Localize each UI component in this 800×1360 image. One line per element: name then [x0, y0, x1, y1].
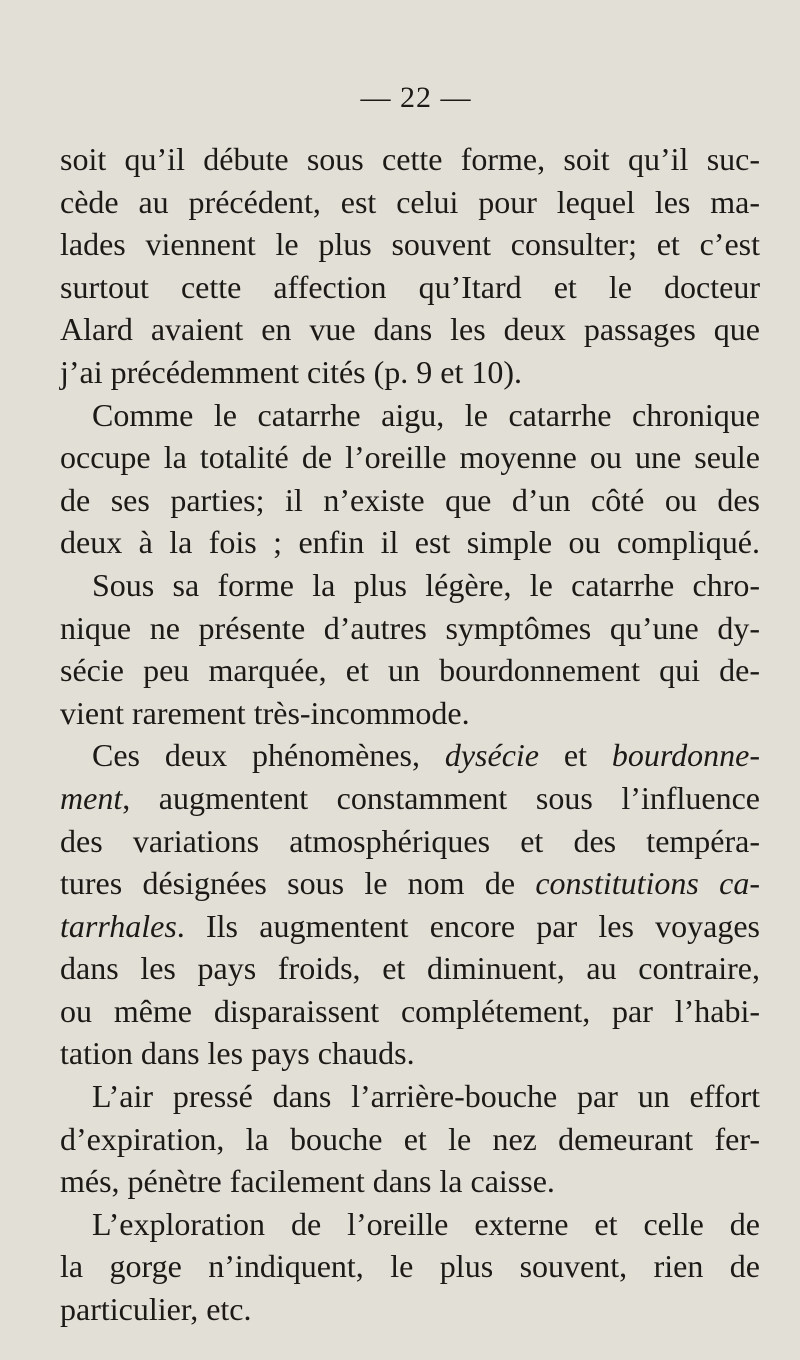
text-line — [60, 990, 760, 1033]
text-segment: . Ils augmentent encore par les voyages — [176, 907, 760, 944]
text-line — [60, 351, 760, 394]
text-segment: j’ai précédemment cités (p. 9 et 10). — [60, 353, 523, 390]
italic-term: constitutions ca- — [535, 865, 761, 902]
text-line — [60, 436, 760, 479]
text-segment: particulier, etc. — [60, 1291, 252, 1328]
italic-term: bourdonne- — [611, 737, 761, 774]
text-segment: sécie peu marquée, et un bourdonnement qui de- — [60, 652, 760, 689]
text-segment: d’expiration, la bouche et le nez demeurant fer- — [60, 1120, 760, 1157]
text-line — [60, 1118, 760, 1161]
text-segment: L’exploration de l’oreille externe et celle de — [92, 1205, 760, 1242]
text-line — [60, 479, 760, 522]
text-line — [60, 905, 760, 948]
text-line — [60, 1203, 760, 1246]
page-number: — 22 — — [360, 81, 472, 114]
text-line — [60, 394, 760, 437]
italic-term: dysécie — [444, 737, 539, 774]
text-line — [60, 564, 760, 607]
text-segment: L’air pressé dans l’arrière-bouche par un effort — [92, 1078, 760, 1115]
text-line — [60, 862, 760, 905]
text-line — [60, 1032, 760, 1075]
text-line — [60, 649, 760, 692]
text-line — [60, 521, 760, 564]
text-segment: deux à la fois ; enfin il est simple ou compliqué. — [60, 524, 760, 561]
italic-term: ment — [60, 779, 123, 816]
text-line — [60, 692, 760, 735]
text-segment: lades viennent le plus souvent consulter; et c’est — [60, 226, 760, 263]
text-line — [60, 181, 760, 224]
text-segment: , augmentent constamment sous l’influence — [122, 779, 760, 816]
text-line — [60, 947, 760, 990]
text-segment: Ces deux phénomènes, — [92, 737, 445, 774]
text-segment: ou même disparaissent complétement, par l’habi- — [60, 992, 760, 1029]
text-line — [60, 138, 760, 181]
text-segment: et — [539, 737, 612, 774]
text-line — [60, 266, 760, 309]
text-segment: tures désignées sous le nom de — [60, 865, 536, 902]
text-segment: la gorge n’indiquent, le plus souvent, rien de — [60, 1248, 760, 1285]
text-segment: dans les pays froids, et diminuent, au contraire, — [60, 950, 760, 987]
text-line — [60, 777, 760, 820]
text-line — [60, 734, 760, 777]
text-segment: Sous sa forme la plus légère, le catarrhe chro- — [92, 566, 760, 603]
text-segment: Comme le catarrhe aigu, le catarrhe chronique — [92, 396, 760, 433]
text-line — [60, 607, 760, 650]
text-segment: de ses parties; il n’existe que d’un côté ou des — [60, 481, 760, 518]
text-segment: Alard avaient en vue dans les deux passages que — [60, 311, 760, 348]
text-line — [60, 308, 760, 351]
text-segment: més, pénètre facilement dans la caisse. — [60, 1163, 555, 1200]
text-segment: tation dans les pays chauds. — [60, 1035, 415, 1072]
text-line — [60, 1288, 760, 1331]
body-text — [60, 138, 760, 1331]
italic-term: tarrhales — [60, 907, 177, 944]
text-segment: nique ne présente d’autres symptômes qu’une dy- — [60, 609, 760, 646]
text-segment: cède au précédent, est celui pour lequel les ma- — [60, 183, 760, 220]
text-line — [60, 1075, 760, 1118]
text-line — [60, 1245, 760, 1288]
text-line — [60, 820, 760, 863]
text-line — [60, 223, 760, 266]
text-line — [60, 1160, 760, 1203]
text-segment: vient rarement très-incommode. — [60, 694, 470, 731]
text-segment: soit qu’il débute sous cette forme, soit qu’il suc- — [60, 141, 760, 177]
text-segment: occupe la totalité de l’oreille moyenne ou une seule — [60, 439, 760, 476]
text-segment: des variations atmosphériques et des tempéra- — [60, 822, 760, 859]
text-segment: surtout cette affection qu’Itard et le docteur — [60, 268, 760, 305]
